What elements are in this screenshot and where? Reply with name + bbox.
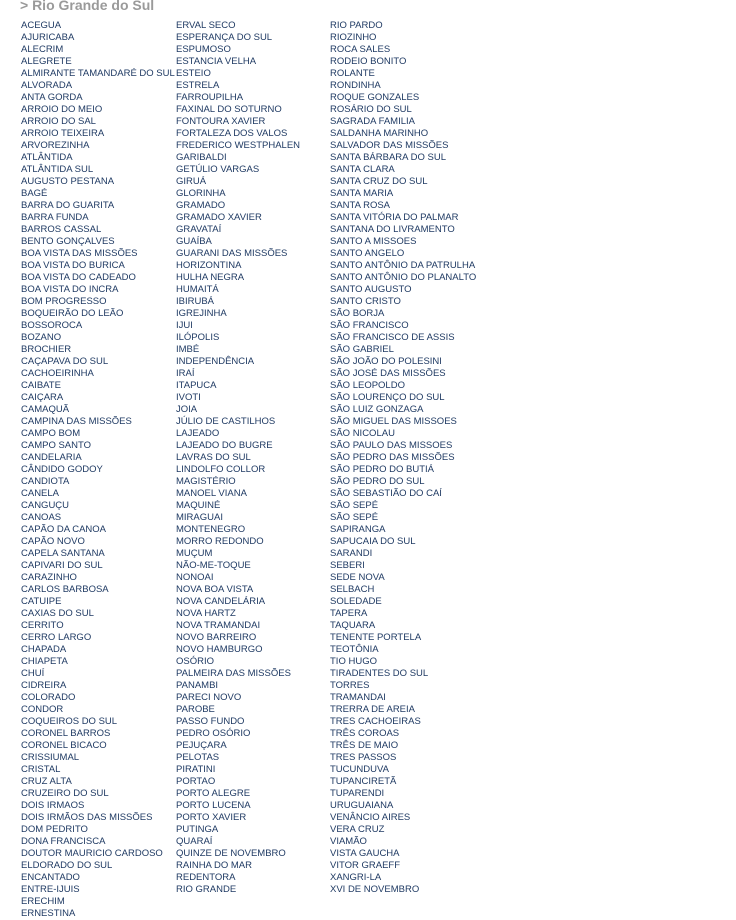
city-item[interactable]: ATLÂNTIDA <box>21 152 73 163</box>
city-item[interactable]: DOM PEDRITO <box>21 824 88 835</box>
city-item[interactable]: SANTO ANTÔNIO DO PLANALTO <box>330 272 477 283</box>
city-item[interactable]: CHIAPETA <box>21 656 68 667</box>
city-item[interactable]: IBIRUBÁ <box>176 296 215 307</box>
city-item[interactable]: BOA VISTA DO BURICA <box>21 260 125 271</box>
city-item[interactable]: CAIÇARA <box>21 392 64 403</box>
city-item[interactable]: COLORADO <box>21 692 76 703</box>
city-item[interactable]: QUINZE DE NOVEMBRO <box>176 848 286 859</box>
city-item[interactable]: SANTA CRUZ DO SUL <box>330 176 428 187</box>
city-item[interactable]: LINDOLFO COLLOR <box>176 464 266 475</box>
city-item[interactable]: ANTA GORDA <box>21 92 83 103</box>
city-item[interactable]: SÃO PEDRO DO SUL <box>330 476 425 487</box>
city-item[interactable]: HULHA NEGRA <box>176 272 245 283</box>
city-item[interactable]: HUMAITÁ <box>176 284 219 295</box>
city-item[interactable]: GETÚLIO VARGAS <box>176 164 260 175</box>
city-item[interactable]: CONDOR <box>21 704 64 715</box>
city-item[interactable]: VIAMÃO <box>330 836 367 847</box>
city-item[interactable]: VENÂNCIO AIRES <box>330 812 411 823</box>
city-item[interactable]: SÃO GABRIEL <box>330 344 394 355</box>
city-item[interactable]: RAINHA DO MAR <box>176 860 253 871</box>
city-item[interactable]: DOIS IRMÃOS DAS MISSÕES <box>21 812 153 823</box>
city-item[interactable]: SEBERI <box>330 560 365 571</box>
city-item[interactable]: ROQUE GONZALES <box>330 92 420 103</box>
city-item[interactable]: MAQUINÉ <box>176 500 221 511</box>
city-item[interactable]: GRAVATAÍ <box>176 224 222 235</box>
city-item[interactable]: SALDANHA MARINHO <box>330 128 429 139</box>
city-item[interactable]: CAÇAPAVA DO SUL <box>21 356 109 367</box>
city-item[interactable]: PORTO LUCENA <box>176 800 251 811</box>
city-item[interactable]: TRERRA DE AREIA <box>330 704 415 715</box>
city-item[interactable]: ERECHIM <box>21 896 65 907</box>
city-column-2 <box>176 20 300 896</box>
city-item[interactable]: SÃO BORJA <box>330 308 385 319</box>
city-item[interactable]: TUCUNDUVA <box>330 764 389 775</box>
city-item[interactable]: ARROIO TEIXEIRA <box>21 128 105 139</box>
city-item[interactable]: SÃO PEDRO DO BUTIÁ <box>330 464 434 475</box>
city-item[interactable]: TRES CACHOEIRAS <box>330 716 421 727</box>
city-item[interactable]: SANTANA DO LIVRAMENTO <box>330 224 455 235</box>
city-item[interactable]: NOVA TRAMANDAI <box>176 620 261 631</box>
city-item[interactable]: XANGRI-LA <box>330 872 382 883</box>
city-item[interactable]: CRUZ ALTA <box>21 776 72 787</box>
city-item[interactable]: BROCHIER <box>21 344 72 355</box>
city-item[interactable]: ATLÂNTIDA SUL <box>21 164 94 175</box>
city-item[interactable]: BARRA DO GUARITA <box>21 200 115 211</box>
city-item[interactable]: CORONEL BICACO <box>21 740 107 751</box>
city-item[interactable]: CRUZEIRO DO SUL <box>21 788 109 799</box>
city-item[interactable]: ROSÁRIO DO SUL <box>330 104 412 115</box>
city-item[interactable]: CAPÃO DA CANOA <box>21 524 106 535</box>
city-item[interactable]: SÃO MIGUEL DAS MISSOES <box>330 416 457 427</box>
city-item[interactable]: COQUEIROS DO SUL <box>21 716 118 727</box>
city-item[interactable]: MANOEL VIANA <box>176 488 247 499</box>
city-item[interactable]: BARRA FUNDA <box>21 212 89 223</box>
city-item[interactable]: SÃO SEPÉ <box>330 500 379 511</box>
city-item[interactable]: CRISSIUMAL <box>21 752 80 763</box>
city-item[interactable]: FREDERICO WESTPHALEN <box>176 140 301 151</box>
city-item[interactable]: CATUIPE <box>21 596 62 607</box>
city-item[interactable]: SANTA MARIA <box>330 188 394 199</box>
city-item[interactable]: DOIS IRMAOS <box>21 800 85 811</box>
city-item[interactable]: TRES PASSOS <box>330 752 397 763</box>
city-item[interactable]: ENCANTADO <box>21 872 80 883</box>
city-item[interactable]: DONA FRANCISCA <box>21 836 106 847</box>
city-item[interactable]: TIRADENTES DO SUL <box>330 668 429 679</box>
city-item[interactable]: GARIBALDI <box>176 152 227 163</box>
city-item[interactable]: PALMEIRA DAS MISSÕES <box>176 668 291 679</box>
city-item[interactable]: RODEIO BONITO <box>330 56 407 67</box>
city-item[interactable]: IRAÍ <box>176 368 195 379</box>
city-item[interactable]: SANTO AUGUSTO <box>330 284 412 295</box>
city-item[interactable]: SÃO SEPÉ <box>330 512 379 523</box>
city-item[interactable]: SÃO SEBASTIÃO DO CAÍ <box>330 488 442 499</box>
city-item[interactable]: ESPUMOSO <box>176 44 231 55</box>
city-item[interactable]: BAGÉ <box>21 188 48 199</box>
city-item[interactable]: TUPANCIRETÃ <box>330 776 397 787</box>
city-item[interactable]: CAPELA SANTANA <box>21 548 105 559</box>
city-item[interactable]: MORRO REDONDO <box>176 536 264 547</box>
city-item[interactable]: CHAPADA <box>21 644 67 655</box>
state-heading: > Rio Grande do Sul <box>20 0 155 13</box>
city-item[interactable]: BARROS CASSAL <box>21 224 102 235</box>
city-item[interactable]: AUGUSTO PESTANA <box>21 176 115 187</box>
city-item[interactable]: GRAMADO <box>176 200 226 211</box>
city-item[interactable]: BOSSOROCA <box>21 320 83 331</box>
city-item[interactable]: SALVADOR DAS MISSÕES <box>330 140 449 151</box>
city-item[interactable]: JOIA <box>176 404 198 415</box>
city-item[interactable]: GRAMADO XAVIER <box>176 212 262 223</box>
city-item[interactable]: FONTOURA XAVIER <box>176 116 266 127</box>
city-item[interactable]: SÃO JOSÉ DAS MISSÕES <box>330 368 446 379</box>
city-item[interactable]: SOLEDADE <box>330 596 382 607</box>
city-item[interactable]: OSÓRIO <box>176 656 215 667</box>
city-item[interactable]: CORONEL BARROS <box>21 728 111 739</box>
city-item[interactable]: SANTO ANTÔNIO DA PATRULHA <box>330 260 476 271</box>
city-item[interactable]: TUPARENDI <box>330 788 385 799</box>
city-item[interactable]: GUAÍBA <box>176 236 212 247</box>
city-item[interactable]: ESTEIO <box>176 68 211 79</box>
city-item[interactable]: IJUI <box>176 320 193 331</box>
city-item[interactable]: JÚLIO DE CASTILHOS <box>176 416 276 427</box>
city-item[interactable]: CANELA <box>21 488 60 499</box>
city-item[interactable]: CAPIVARI DO SUL <box>21 560 103 571</box>
city-item[interactable]: IMBÉ <box>176 344 200 355</box>
city-item[interactable]: FARROUPILHA <box>176 92 244 103</box>
city-item[interactable]: NOVO HAMBURGO <box>176 644 263 655</box>
city-item[interactable]: MAGISTÉRIO <box>176 476 236 487</box>
city-item[interactable]: IVOTI <box>176 392 201 403</box>
city-item[interactable]: TAQUARA <box>330 620 376 631</box>
city-item[interactable]: PUTINGA <box>176 824 219 835</box>
city-item[interactable]: TENENTE PORTELA <box>330 632 422 643</box>
city-item[interactable]: BOZANO <box>21 332 62 343</box>
city-item[interactable]: SANTA ROSA <box>330 200 391 211</box>
city-item[interactable]: SARANDI <box>330 548 373 559</box>
city-item[interactable]: RIO PARDO <box>330 20 383 31</box>
city-item[interactable]: SANTA VITÓRIA DO PALMAR <box>330 212 459 223</box>
city-item[interactable]: PARECI NOVO <box>176 692 242 703</box>
city-item[interactable]: CERRITO <box>21 620 64 631</box>
city-item[interactable]: PORTAO <box>176 776 216 787</box>
city-item[interactable]: ITAPUCA <box>176 380 217 391</box>
city-item[interactable]: SÃO NICOLAU <box>330 428 395 439</box>
city-item[interactable]: SANTO CRISTO <box>330 296 401 307</box>
city-item[interactable]: PANAMBI <box>176 680 219 691</box>
city-item[interactable]: FAXINAL DO SOTURNO <box>176 104 282 115</box>
city-item[interactable]: URUGUAIANA <box>330 800 394 811</box>
city-item[interactable]: ROLANTE <box>330 68 375 79</box>
city-item[interactable]: SANTA CLARA <box>330 164 395 175</box>
city-column-1 <box>21 20 175 920</box>
city-item[interactable]: GUARANI DAS MISSÕES <box>176 248 288 259</box>
city-item[interactable]: LAJEADO <box>176 428 220 439</box>
city-item[interactable]: DOUTOR MAURICIO CARDOSO <box>21 848 163 859</box>
city-item[interactable]: MUÇUM <box>176 548 213 559</box>
city-item[interactable]: IGREJINHA <box>176 308 227 319</box>
city-item[interactable]: CANOAS <box>21 512 62 523</box>
city-item[interactable]: PASSO FUNDO <box>176 716 245 727</box>
city-item[interactable]: ALECRIM <box>21 44 64 55</box>
city-item[interactable]: PIRATINI <box>176 764 216 775</box>
city-item[interactable]: ESTRELA <box>176 80 220 91</box>
city-item[interactable]: NÃO-ME-TOQUE <box>176 560 251 571</box>
city-item[interactable]: CAMAQUÃ <box>21 404 70 415</box>
city-item[interactable]: SAPIRANGA <box>330 524 386 535</box>
city-item[interactable]: SELBACH <box>330 584 375 595</box>
city-column-3 <box>330 20 476 896</box>
city-item[interactable]: BOA VISTA DO CADEADO <box>21 272 136 283</box>
city-item[interactable]: FORTALEZA DOS VALOS <box>176 128 288 139</box>
city-item[interactable]: SÃO LEOPOLDO <box>330 380 405 391</box>
city-item[interactable]: VITOR GRAEFF <box>330 860 401 871</box>
city-item[interactable]: AJURICABA <box>21 32 75 43</box>
city-item[interactable]: ACEGUA <box>21 20 62 31</box>
city-item[interactable]: CAXIAS DO SUL <box>21 608 94 619</box>
city-item[interactable]: CACHOEIRINHA <box>21 368 94 379</box>
city-item[interactable]: ARROIO DO MEIO <box>21 104 103 115</box>
city-item[interactable]: ENTRE-IJUIS <box>21 884 80 895</box>
city-item[interactable]: BOQUEIRÃO DO LEÃO <box>21 308 124 319</box>
city-item[interactable]: PELOTAS <box>176 752 220 763</box>
city-item[interactable]: ERVAL SECO <box>176 20 236 31</box>
city-item[interactable]: CARLOS BARBOSA <box>21 584 109 595</box>
city-item[interactable]: ILÓPOLIS <box>176 332 220 343</box>
city-item[interactable]: BOA VISTA DO INCRA <box>21 284 119 295</box>
city-item[interactable]: GIRUÁ <box>176 176 207 187</box>
city-item[interactable]: PORTO ALEGRE <box>176 788 251 799</box>
city-item[interactable]: CANGUÇU <box>21 500 70 511</box>
city-item[interactable]: BOA VISTA DAS MISSÕES <box>21 248 138 259</box>
city-item[interactable]: CAMPINA DAS MISSÕES <box>21 416 132 427</box>
city-item[interactable]: CARAZINHO <box>21 572 77 583</box>
city-item[interactable]: SÃO JOÃO DO POLESINI <box>330 356 442 367</box>
city-item[interactable]: ERNESTINA <box>21 908 76 919</box>
city-item[interactable]: SEDE NOVA <box>330 572 385 583</box>
city-item[interactable]: ROCA SALES <box>330 44 391 55</box>
city-item[interactable]: VERA CRUZ <box>330 824 385 835</box>
city-item[interactable]: NOVA HARTZ <box>176 608 236 619</box>
city-item[interactable]: SÃO PAULO DAS MISSOES <box>330 440 453 451</box>
city-item[interactable]: CÂNDIDO GODOY <box>21 464 103 475</box>
city-item[interactable]: SAPUCAIA DO SUL <box>330 536 416 547</box>
city-item[interactable]: SÃO PEDRO DAS MISSÕES <box>330 452 455 463</box>
city-item[interactable]: TRÊS DE MAIO <box>330 740 399 751</box>
city-item[interactable]: CAIBATE <box>21 380 61 391</box>
city-item[interactable]: GLORINHA <box>176 188 226 199</box>
city-item[interactable]: ESPERANÇA DO SUL <box>176 32 273 43</box>
city-item[interactable]: CIDREIRA <box>21 680 67 691</box>
city-item[interactable]: XVI DE NOVEMBRO <box>330 884 420 895</box>
city-item[interactable]: PEDRO OSÓRIO <box>176 728 251 739</box>
city-item[interactable]: SÃO FRANCISCO <box>330 320 409 331</box>
city-item[interactable]: REDENTORA <box>176 872 236 883</box>
city-item[interactable]: RONDINHA <box>330 80 381 91</box>
city-item[interactable]: SÃO LUIZ GONZAGA <box>330 404 424 415</box>
city-item[interactable]: CAMPO BOM <box>21 428 81 439</box>
city-item[interactable]: ALMIRANTE TAMANDARÉ DO SUL <box>21 68 175 79</box>
city-item[interactable]: CERRO LARGO <box>21 632 92 643</box>
city-item[interactable]: RIOZINHO <box>330 32 377 43</box>
city-item[interactable]: SÃO LOURENÇO DO SUL <box>330 392 445 403</box>
city-item[interactable]: NOVO BARREIRO <box>176 632 257 643</box>
city-item[interactable]: TIO HUGO <box>330 656 377 667</box>
city-item[interactable]: TEOTÔNIA <box>330 644 379 655</box>
city-item[interactable]: PAROBE <box>176 704 215 715</box>
city-item[interactable]: TORRES <box>330 680 370 691</box>
city-item[interactable]: SAGRADA FAMILIA <box>330 116 415 127</box>
city-item[interactable]: CHUÍ <box>21 668 45 679</box>
city-item[interactable]: NONOAI <box>176 572 214 583</box>
city-item[interactable]: CAMPO SANTO <box>21 440 92 451</box>
city-item[interactable]: SANTO ANGELO <box>330 248 405 259</box>
city-item[interactable]: ALVORADA <box>21 80 73 91</box>
city-item[interactable]: NOVA BOA VISTA <box>176 584 254 595</box>
city-item[interactable]: CAPÃO NOVO <box>21 536 85 547</box>
city-item[interactable]: VISTA GAUCHA <box>330 848 400 859</box>
city-item[interactable]: CANDIOTA <box>21 476 70 487</box>
city-item[interactable]: CANDELARIA <box>21 452 82 463</box>
city-item[interactable]: PEJUÇARA <box>176 740 227 751</box>
city-item[interactable]: SÃO FRANCISCO DE ASSIS <box>330 332 455 343</box>
city-item[interactable]: TRAMANDAI <box>330 692 386 703</box>
city-item[interactable]: TAPERA <box>330 608 368 619</box>
city-item[interactable]: QUARAÍ <box>176 836 213 847</box>
city-item[interactable]: RIO GRANDE <box>176 884 237 895</box>
city-item[interactable]: LAJEADO DO BUGRE <box>176 440 273 451</box>
city-item[interactable]: ARROIO DO SAL <box>21 116 96 127</box>
city-item[interactable]: CRISTAL <box>21 764 61 775</box>
city-item[interactable]: HORIZONTINA <box>176 260 242 271</box>
city-item[interactable]: INDEPENDÊNCIA <box>176 356 255 367</box>
city-item[interactable]: PORTO XAVIER <box>176 812 247 823</box>
city-item[interactable]: SANTA BÁRBARA DO SUL <box>330 152 446 163</box>
city-item[interactable]: ARVOREZINHA <box>21 140 90 151</box>
city-item[interactable]: SANTO A MISSOES <box>330 236 417 247</box>
city-item[interactable]: MIRAGUAI <box>176 512 223 523</box>
city-item[interactable]: ELDORADO DO SUL <box>21 860 113 871</box>
city-item[interactable]: TRÊS COROAS <box>330 728 400 739</box>
city-item[interactable]: MONTENEGRO <box>176 524 246 535</box>
city-item[interactable]: ESTANCIA VELHA <box>176 56 257 67</box>
city-item[interactable]: ALEGRETE <box>21 56 72 67</box>
city-item[interactable]: BOM PROGRESSO <box>21 296 107 307</box>
city-item[interactable]: LAVRAS DO SUL <box>176 452 251 463</box>
city-item[interactable]: NOVA CANDELÁRIA <box>176 596 266 607</box>
city-item[interactable]: BENTO GONÇALVES <box>21 236 115 247</box>
